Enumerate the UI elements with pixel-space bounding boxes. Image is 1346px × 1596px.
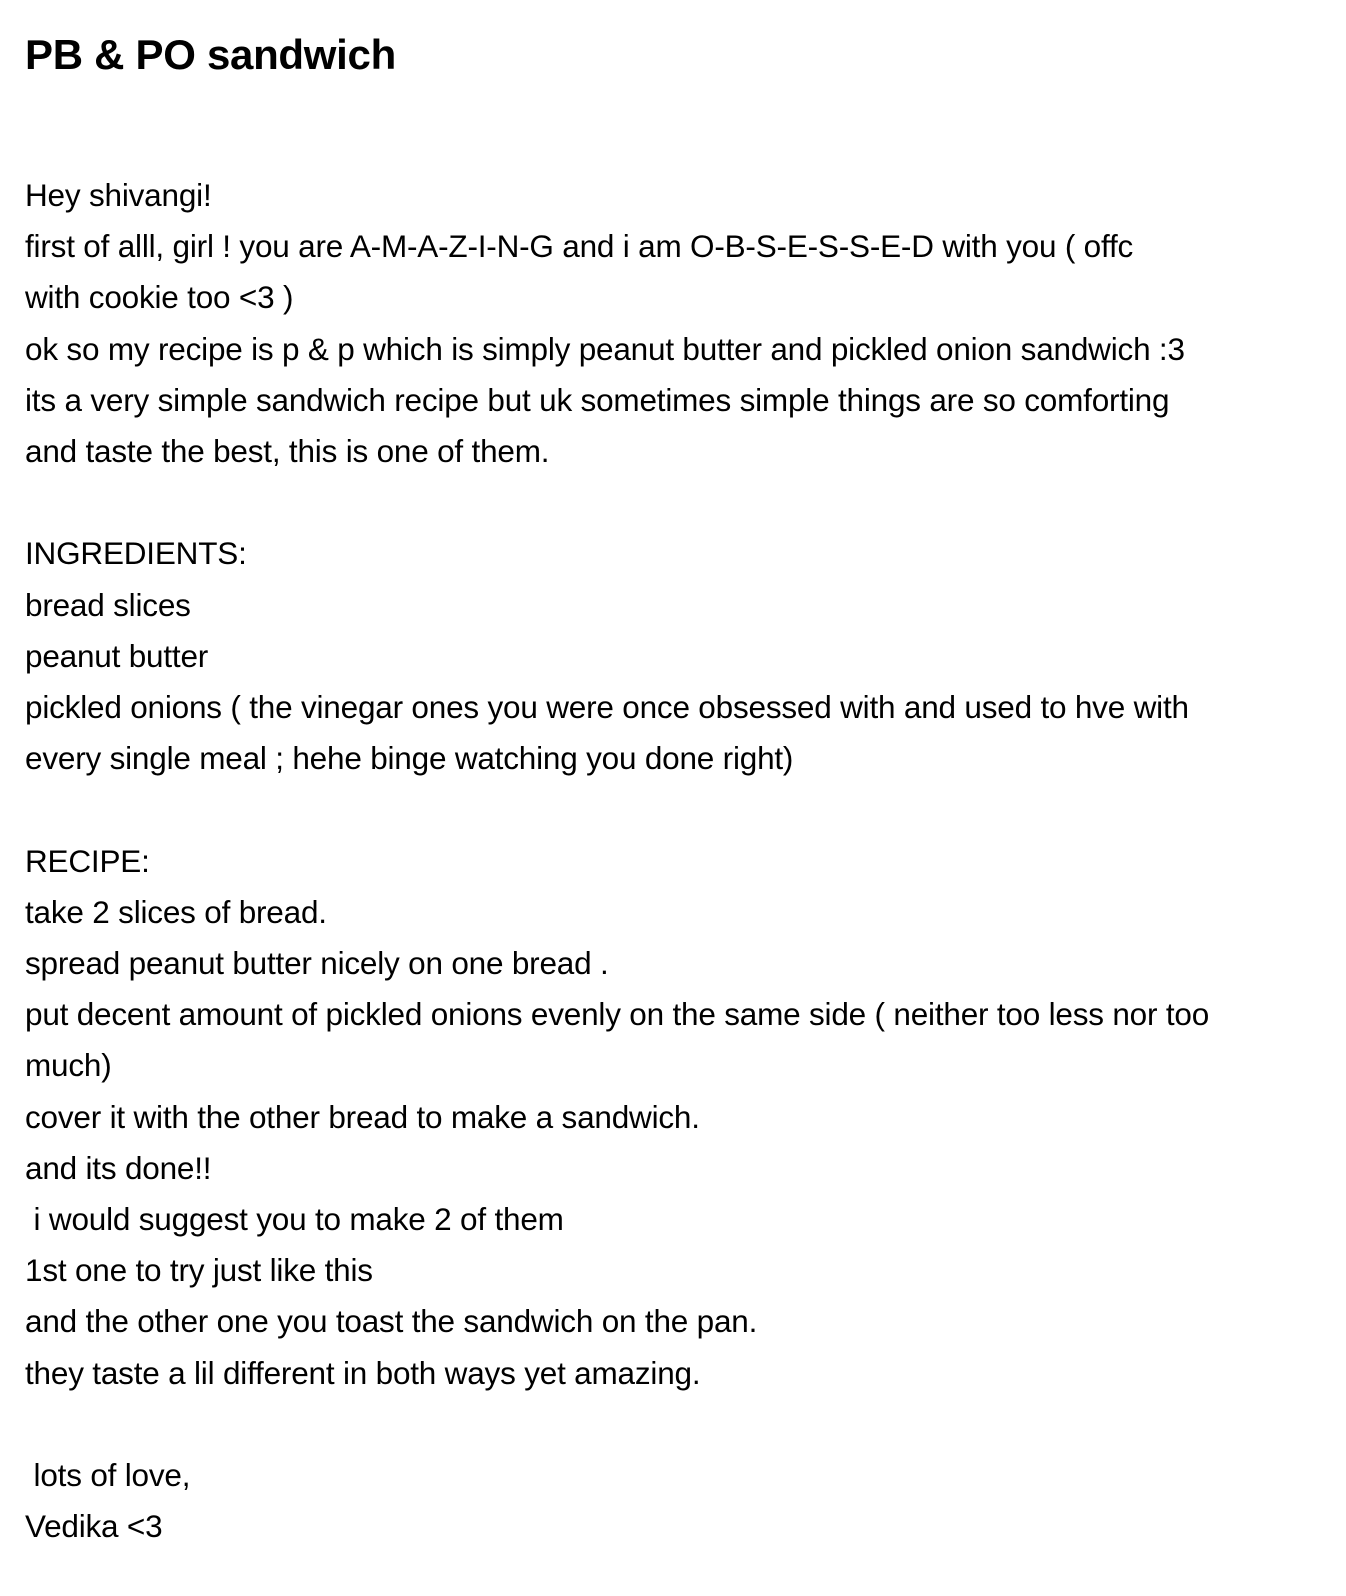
ingredient-item: pickled onions ( the vinegar ones you were once obsessed with and used to hve with bbox=[25, 689, 1189, 726]
ingredient-item: bread slices bbox=[25, 586, 191, 623]
intro-line: Hey shivangi! bbox=[25, 177, 212, 213]
intro-line: its a very simple sandwich recipe but uk sometimes simple things are so comforting bbox=[25, 381, 1170, 418]
signature: Vedika <3 bbox=[25, 1508, 163, 1545]
signoff-section bbox=[25, 1450, 1325, 1552]
note-body bbox=[25, 170, 1325, 1552]
note-title: PB & PO sandwich bbox=[25, 31, 396, 78]
intro-line: first of alll, girl ! you are A-M-A-Z-I-N-G and i am O-B-S-E-S-S-E-D with you ( offc bbox=[25, 228, 1134, 265]
recipe-step: much) bbox=[25, 1047, 112, 1084]
ingredient-item: peanut butter bbox=[25, 637, 209, 674]
intro-line: and taste the best, this is one of them. bbox=[25, 433, 550, 470]
recipe-step: and its done!! bbox=[25, 1149, 212, 1186]
signoff-line: lots of love, bbox=[25, 1457, 191, 1494]
ingredients-heading: INGREDIENTS: bbox=[25, 535, 247, 572]
recipe-step: and the other one you toast the sandwich on the pan. bbox=[25, 1303, 758, 1340]
note bbox=[25, 30, 1325, 1545]
blank-line bbox=[25, 784, 1325, 835]
blank-line bbox=[25, 477, 1325, 528]
recipe-step: cover it with the other bread to make a sandwich. bbox=[25, 1098, 700, 1135]
ingredient-item: every single meal ; hehe binge watching you done right) bbox=[25, 740, 794, 777]
recipe-section bbox=[25, 836, 1325, 1399]
recipe-step: 1st one to try just like this bbox=[25, 1252, 373, 1289]
intro-section bbox=[25, 170, 1325, 477]
recipe-step: i would suggest you to make 2 of them bbox=[25, 1201, 564, 1238]
recipe-step: take 2 slices of bread. bbox=[25, 893, 327, 930]
ingredients-section bbox=[25, 528, 1325, 784]
blank-line bbox=[25, 1399, 1325, 1450]
recipe-step: put decent amount of pickled onions evenly on the same side ( neither too less nor too bbox=[25, 996, 1210, 1033]
intro-line: with cookie too <3 ) bbox=[25, 279, 294, 316]
recipe-step: they taste a lil different in both ways yet amazing. bbox=[25, 1354, 701, 1391]
recipe-step: spread peanut butter nicely on one bread . bbox=[25, 945, 609, 982]
recipe-heading: RECIPE: bbox=[25, 842, 150, 879]
intro-line: ok so my recipe is p & p which is simply peanut butter and pickled onion sandwich :3 bbox=[25, 330, 1185, 367]
